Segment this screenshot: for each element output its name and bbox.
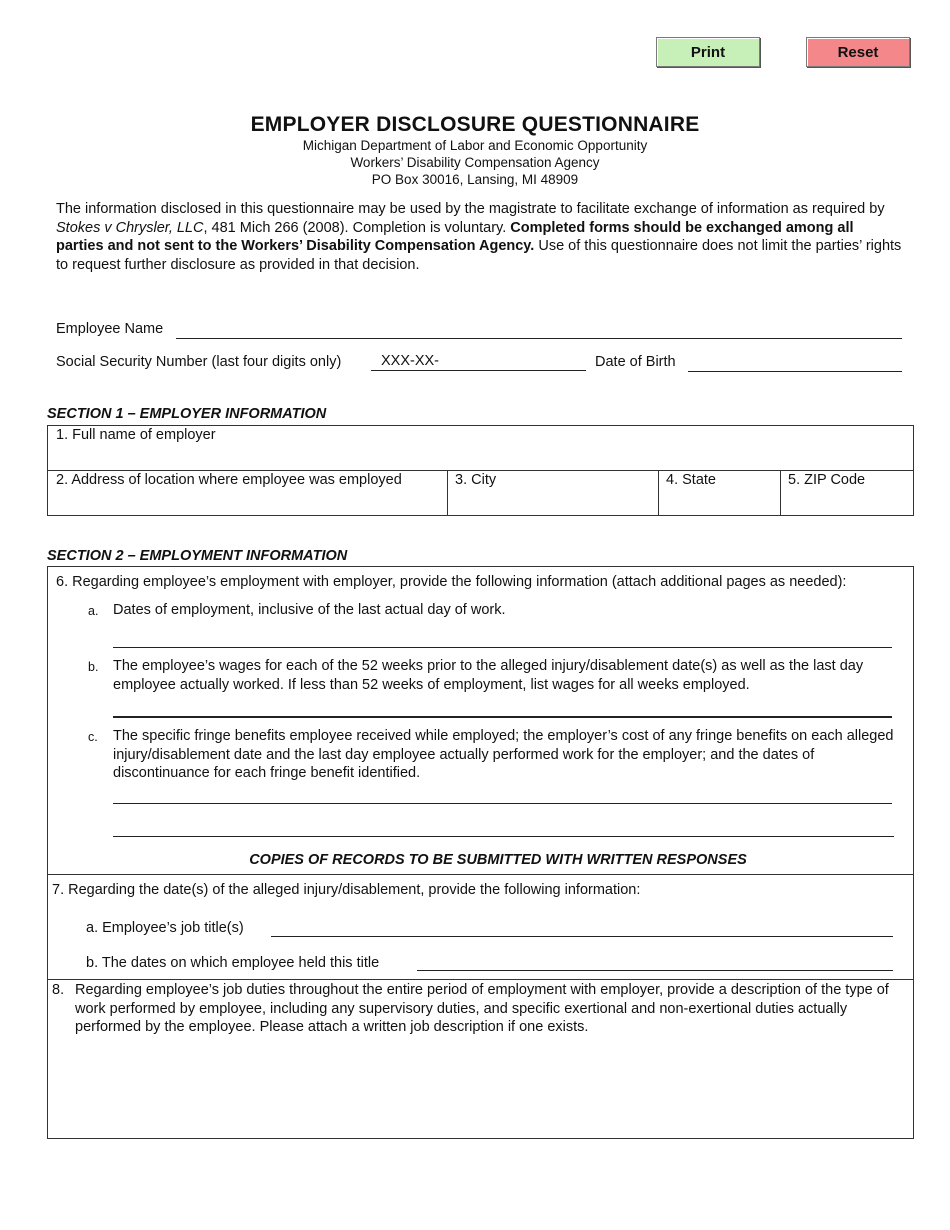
ssn-input[interactable] [371,353,586,371]
employee-name-input[interactable] [176,320,902,339]
table-divider [47,979,914,980]
job-title-input[interactable] [271,936,893,937]
question-7: 7. Regarding the date(s) of the alleged injury/disablement, provide the following information: [52,882,641,898]
q6c-marker: c. [88,730,98,744]
employer-full-name-field[interactable] [56,427,216,443]
table-divider [658,470,659,516]
section1-heading: SECTION 1 – EMPLOYER INFORMATION [47,406,327,422]
agency-name: Workers’ Disability Compensation Agency [350,155,600,170]
job-duties-input[interactable] [56,1040,906,1132]
employer-address-label: 2. Address of location where employee was employed [56,472,402,488]
dob-input[interactable] [688,353,902,372]
employee-name-label: Employee Name [56,321,164,337]
page-title: EMPLOYER DISCLOSURE QUESTIONNAIRE [250,113,700,136]
q6a-marker: a. [88,604,99,618]
question-6b: The employee’s wages for each of the 52 weeks prior to the alleged injury/disablement date(s) as well as the last day employee actually worked. If less than 52 weeks of employment, list wages for all weeks employed. [113,658,864,693]
table-divider [780,470,781,516]
question-7b: b. The dates on which employee held this title [86,955,380,971]
q6b-answer-line[interactable] [113,716,892,718]
section2-heading: SECTION 2 – EMPLOYMENT INFORMATION [47,548,348,564]
employer-city-field[interactable] [455,472,496,488]
question-6a: Dates of employment, inclusive of the last actual day of work. [113,602,506,618]
copies-notice: COPIES OF RECORDS TO BE SUBMITTED WITH WRITTEN RESPONSES [249,852,747,868]
employer-zip-field[interactable] [788,472,865,488]
q6c-answer-line[interactable] [113,803,892,804]
agency-address: PO Box 30016, Lansing, MI 48909 [371,172,579,187]
intro-paragraph: The information disclosed in this questionnaire may be used by the magistrate to facilitate exchange of information as required by Stokes v Chrysler, LLC, 481 Mich 266 (2008). Completion is voluntary. Completed forms should be exchanged among all parties and not sent to the Workers’ Disability Compensation Agency. Use of this questionnaire does not limit the parties’ rights to request further disclosure as provided in that decision. [56,201,902,273]
question-7a: a. Employee’s job title(s) [86,920,244,936]
table-divider [47,470,914,471]
department-name: Michigan Department of Labor and Economic Opportunity [302,138,648,153]
print-button[interactable]: Print [656,37,760,67]
employer-address-field[interactable] [56,472,402,488]
table-divider [47,874,914,875]
q8-number: 8. [52,982,65,998]
reset-button[interactable]: Reset [806,37,910,67]
question-6: 6. Regarding employee’s employment with employer, provide the following information (attach additional pages as needed): [56,574,847,590]
employer-zip-label: 5. ZIP Code [788,472,866,488]
q6c-answer-line[interactable] [113,836,894,837]
ssn-prefix: XXX-XX- [381,353,440,369]
question-8: Regarding employee’s job duties throughout the entire period of employment with employer, provide a description of the type of work performed by employee, including any supervisory duties, and specific exertional and non-exertional duties actually performed by the employee. Please attach a written job description if one exists. [75,982,889,1035]
employer-full-name-label: 1. Full name of employer [56,427,216,443]
dob-label: Date of Birth [595,354,676,370]
employer-city-label: 3. City [455,472,497,488]
employer-state-field[interactable] [666,472,716,488]
title-dates-input[interactable] [417,970,893,971]
employer-state-label: 4. State [666,472,716,488]
q6a-answer-line[interactable] [113,647,892,648]
q6b-marker: b. [88,660,99,674]
ssn-label: Social Security Number (last four digits only) [56,354,342,370]
question-6c: The specific fringe benefits employee received while employed; the employer’s cost of any fringe benefits on each alleged injury/disablement date and the last day employee actually performed work for the employer; and the dates of discontinuance for each fringe benefit identified. [113,728,894,781]
table-divider [447,470,448,516]
